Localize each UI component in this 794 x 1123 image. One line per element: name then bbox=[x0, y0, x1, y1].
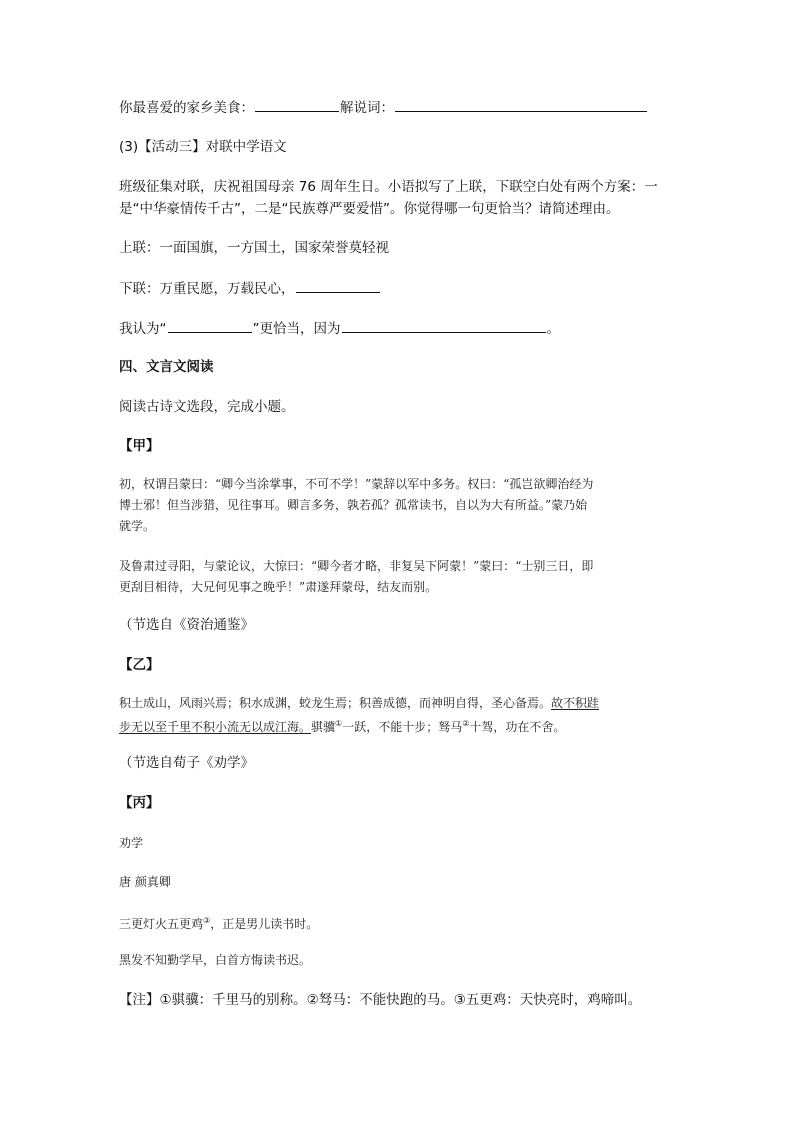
poem-line-1 bbox=[119, 911, 318, 934]
yi-text-b: 一跃，不能十步；驽马 bbox=[342, 720, 463, 734]
food-answer-blank[interactable] bbox=[255, 97, 339, 112]
explain-answer-blank[interactable] bbox=[395, 97, 647, 112]
yi-label: 【乙】 bbox=[119, 657, 160, 673]
lower-couplet-line bbox=[119, 278, 381, 299]
reason-blank[interactable] bbox=[342, 318, 546, 333]
jia-label: 【甲】 bbox=[119, 438, 160, 454]
yi-line-1 bbox=[119, 693, 599, 713]
annotations: 【注】①骐骥：千里马的别称。②驽马：不能快跑的马。③五更鸡：天快亮时，鸡啼叫。 bbox=[119, 992, 642, 1008]
jia-source: （节选自《资治通鉴》 bbox=[119, 617, 254, 633]
yi-line-2 bbox=[119, 714, 565, 737]
yi-text-c: 十驾，功在不舍。 bbox=[469, 720, 566, 734]
yi-text-a: 骐骥 bbox=[311, 720, 336, 734]
jia-p1-line-3: 就学。 bbox=[119, 519, 156, 533]
section-4-title: 四、文言文阅读 bbox=[119, 359, 214, 375]
jia-p2-line-1: 及鲁肃过寻阳，与蒙论议，大惊曰：“卿今者才略，非复吴下阿蒙！”蒙曰：“士别三日，即 bbox=[119, 559, 594, 573]
yi-line-1-text: 积土成山，风雨兴焉；积水成渊，蛟龙生焉；积善成德，而神明自得，圣心备焉。 bbox=[119, 696, 552, 710]
poem-title: 劝学 bbox=[119, 836, 144, 850]
q3-heading: (3)【活动三】对联中学语文 bbox=[119, 139, 287, 155]
poem-line-1-a: 三更灯火五更鸡 bbox=[119, 917, 204, 931]
upper-couplet: 上联：一面国旗，一方国土，国家荣誉莫轻视 bbox=[119, 240, 389, 256]
poem-line-1-b: ，正是男儿读书时。 bbox=[210, 917, 319, 931]
q3-prompt-line-2: 是“中华豪情传千古”，二是“民族尊严要爱惜”。你觉得哪一句更恰当？请简述理由。 bbox=[119, 201, 620, 217]
yi-underlined-1: 故不积跬 bbox=[551, 696, 600, 710]
jia-p1-line-1: 初，权谓吕蒙曰：“卿今当涂掌事，不可不学！”蒙辞以军中多务。权曰：“孤岂欲卿治经为 bbox=[119, 477, 594, 491]
q3-prompt-line-1: 班级征集对联，庆祝祖国母亲 76 周年生日。小语拟写了上联，下联空白处有两个方案：一 bbox=[119, 179, 658, 195]
explain-label: 解说词： bbox=[340, 100, 394, 116]
answer-end: 。 bbox=[546, 321, 560, 337]
food-label: 你最喜爱的家乡美食： bbox=[119, 100, 254, 116]
answer-prefix: 我认为“ bbox=[119, 321, 167, 337]
lower-couplet: 下联：万重民愿，万载民心， bbox=[119, 281, 295, 297]
yi-source: （节选自荀子《劝学》 bbox=[119, 755, 254, 771]
q2-food-line bbox=[119, 97, 648, 118]
jia-p2-line-2: 更刮目相待，大兄何见事之晚乎！”肃遂拜蒙母，结友而别。 bbox=[119, 580, 438, 594]
section-4-instruction: 阅读古诗文选段，完成小题。 bbox=[119, 399, 295, 415]
poem-author: 唐 颜真卿 bbox=[119, 875, 171, 889]
answer-middle: ”更恰当，因为 bbox=[252, 321, 341, 337]
jia-p1-line-2: 博士邪！但当涉猎，见往事耳。卿言多务，孰若孤？孤常读书，自以为大有所益。”蒙乃始 bbox=[119, 498, 588, 512]
note-marker-2: ② bbox=[462, 719, 470, 728]
note-marker-3: ③ bbox=[203, 916, 211, 925]
yi-underlined-2: 步无以至千里不积小流无以成江海。 bbox=[119, 720, 312, 734]
lower-couplet-blank[interactable] bbox=[296, 278, 380, 293]
bing-label: 【丙】 bbox=[119, 795, 160, 811]
note-marker-1: ① bbox=[335, 719, 343, 728]
poem-line-2: 黑发不知勤学早，白首方悔读书迟。 bbox=[119, 953, 312, 967]
q3-answer-line bbox=[119, 318, 560, 339]
choice-blank[interactable] bbox=[168, 318, 252, 333]
